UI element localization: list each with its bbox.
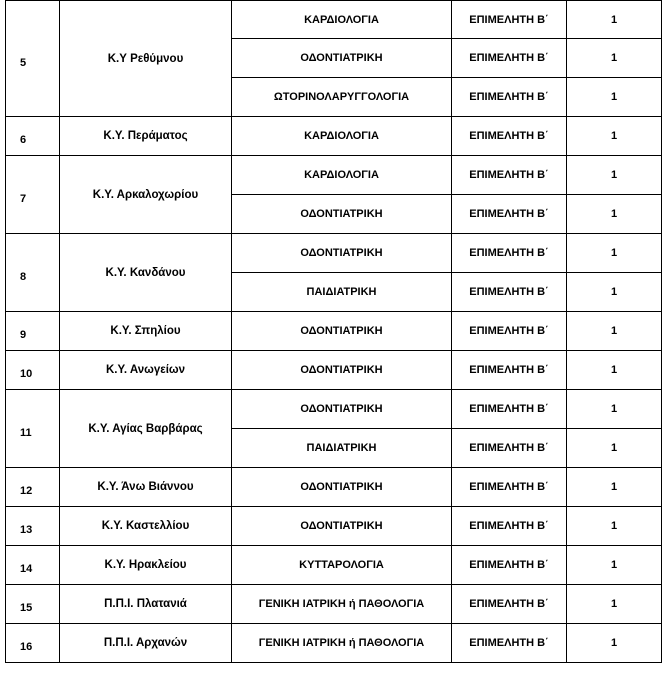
row-number: 14 [20, 563, 33, 575]
positions-count-cell: 1 [567, 156, 662, 195]
health-center-name: Π.Π.Ι. Αρχανών [60, 624, 232, 663]
rank-cell: ΕΠΙΜΕΛΗΤΗ Β΄ [452, 78, 567, 117]
row-number: 15 [20, 602, 33, 614]
row-number: 5 [20, 56, 27, 69]
table-row [6, 156, 662, 195]
positions-count-cell: 1 [567, 390, 662, 429]
positions-count-cell: 1 [567, 39, 662, 78]
specialty-cell: ΩΤΟΡΙΝΟΛΑΡΥΓΓΟΛΟΓΙΑ [232, 78, 452, 117]
document-page [5, 0, 662, 663]
specialty-cell: ΠΑΙΔΙΑΤΡΙΚΗ [232, 273, 452, 312]
row-number-cell [6, 624, 60, 663]
specialty-cell: ΟΔΟΝΤΙΑΤΡΙΚΗ [232, 312, 452, 351]
specialty-cell: ΟΔΟΝΤΙΑΤΡΙΚΗ [232, 39, 452, 78]
specialty-cell: ΓΕΝΙΚΗ ΙΑΤΡΙΚΗ ή ΠΑΘΟΛΟΓΙΑ [232, 585, 452, 624]
row-number: 9 [20, 329, 27, 341]
table-row [6, 507, 662, 546]
rank-cell: ΕΠΙΜΕΛΗΤΗ Β΄ [452, 234, 567, 273]
table-row [6, 390, 662, 429]
health-center-name: Κ.Υ. Ηρακλείου [60, 546, 232, 585]
row-number: 6 [20, 134, 27, 146]
positions-count-cell: 1 [567, 468, 662, 507]
specialty-cell: ΟΔΟΝΤΙΑΤΡΙΚΗ [232, 390, 452, 429]
row-number-cell [6, 390, 60, 468]
table-row [6, 585, 662, 624]
rank-cell: ΕΠΙΜΕΛΗΤΗ Β΄ [452, 156, 567, 195]
positions-count-cell: 1 [567, 507, 662, 546]
rank-cell: ΕΠΙΜΕΛΗΤΗ Β΄ [452, 546, 567, 585]
specialty-cell: ΚΑΡΔΙΟΛΟΓΙΑ [232, 156, 452, 195]
health-center-name: Κ.Υ. Κανδάνου [60, 234, 232, 312]
row-number-cell [6, 468, 60, 507]
table-row [6, 624, 662, 663]
row-number-cell [6, 351, 60, 390]
row-number: 7 [20, 192, 27, 205]
row-number: 12 [20, 485, 33, 497]
rank-cell: ΕΠΙΜΕΛΗΤΗ Β΄ [452, 507, 567, 546]
positions-count-cell: 1 [567, 429, 662, 468]
specialty-cell: ΚΑΡΔΙΟΛΟΓΙΑ [232, 1, 452, 39]
positions-table-body [6, 1, 662, 663]
table-row [6, 234, 662, 273]
health-center-name: Κ.Υ. Ανωγείων [60, 351, 232, 390]
rank-cell: ΕΠΙΜΕΛΗΤΗ Β΄ [452, 390, 567, 429]
specialty-cell: ΟΔΟΝΤΙΑΤΡΙΚΗ [232, 468, 452, 507]
table-row [6, 312, 662, 351]
row-number: 13 [20, 524, 33, 536]
positions-count-cell: 1 [567, 312, 662, 351]
health-center-name: Κ.Υ. Καστελλίου [60, 507, 232, 546]
rank-cell: ΕΠΙΜΕΛΗΤΗ Β΄ [452, 117, 567, 156]
positions-count-cell: 1 [567, 624, 662, 663]
positions-count-cell: 1 [567, 234, 662, 273]
positions-count-cell: 1 [567, 195, 662, 234]
specialty-cell: ΟΔΟΝΤΙΑΤΡΙΚΗ [232, 234, 452, 273]
specialty-cell: ΚΑΡΔΙΟΛΟΓΙΑ [232, 117, 452, 156]
positions-count-cell: 1 [567, 273, 662, 312]
rank-cell: ΕΠΙΜΕΛΗΤΗ Β΄ [452, 585, 567, 624]
health-center-name: Κ.Υ. Αρκαλοχωρίου [60, 156, 232, 234]
rank-cell: ΕΠΙΜΕΛΗΤΗ Β΄ [452, 468, 567, 507]
specialty-cell: ΠΑΙΔΙΑΤΡΙΚΗ [232, 429, 452, 468]
health-center-name: Κ.Υ. Αγίας Βαρβάρας [60, 390, 232, 468]
row-number: 10 [20, 368, 33, 380]
row-number-cell [6, 312, 60, 351]
positions-count-cell: 1 [567, 351, 662, 390]
rank-cell: ΕΠΙΜΕΛΗΤΗ Β΄ [452, 1, 567, 39]
table-row [6, 1, 662, 39]
rank-cell: ΕΠΙΜΕΛΗΤΗ Β΄ [452, 351, 567, 390]
table-row [6, 468, 662, 507]
rank-cell: ΕΠΙΜΕΛΗΤΗ Β΄ [452, 39, 567, 78]
row-number-cell [6, 507, 60, 546]
row-number-cell [6, 156, 60, 234]
specialty-cell: ΟΔΟΝΤΙΑΤΡΙΚΗ [232, 507, 452, 546]
specialty-cell: ΟΔΟΝΤΙΑΤΡΙΚΗ [232, 195, 452, 234]
positions-count-cell: 1 [567, 546, 662, 585]
table-row [6, 351, 662, 390]
row-number: 8 [20, 270, 27, 283]
health-center-name: Κ.Υ. Περάματος [60, 117, 232, 156]
rank-cell: ΕΠΙΜΕΛΗΤΗ Β΄ [452, 312, 567, 351]
positions-count-cell: 1 [567, 585, 662, 624]
positions-count-cell: 1 [567, 78, 662, 117]
health-center-name: Κ.Υ Ρεθύμνου [60, 1, 232, 117]
table-row [6, 117, 662, 156]
specialty-cell: ΚΥΤΤΑΡΟΛΟΓΙΑ [232, 546, 452, 585]
table-row [6, 546, 662, 585]
health-center-name: Κ.Υ. Άνω Βιάννου [60, 468, 232, 507]
health-center-name: Κ.Υ. Σπηλίου [60, 312, 232, 351]
rank-cell: ΕΠΙΜΕΛΗΤΗ Β΄ [452, 195, 567, 234]
row-number-cell [6, 1, 60, 117]
row-number-cell [6, 585, 60, 624]
row-number-cell [6, 546, 60, 585]
positions-table [5, 0, 662, 663]
rank-cell: ΕΠΙΜΕΛΗΤΗ Β΄ [452, 624, 567, 663]
row-number: 16 [20, 641, 33, 653]
specialty-cell: ΟΔΟΝΤΙΑΤΡΙΚΗ [232, 351, 452, 390]
rank-cell: ΕΠΙΜΕΛΗΤΗ Β΄ [452, 273, 567, 312]
row-number: 11 [20, 426, 32, 439]
row-number-cell [6, 117, 60, 156]
row-number-cell [6, 234, 60, 312]
specialty-cell: ΓΕΝΙΚΗ ΙΑΤΡΙΚΗ ή ΠΑΘΟΛΟΓΙΑ [232, 624, 452, 663]
health-center-name: Π.Π.Ι. Πλατανιά [60, 585, 232, 624]
positions-count-cell: 1 [567, 117, 662, 156]
rank-cell: ΕΠΙΜΕΛΗΤΗ Β΄ [452, 429, 567, 468]
positions-count-cell: 1 [567, 1, 662, 39]
